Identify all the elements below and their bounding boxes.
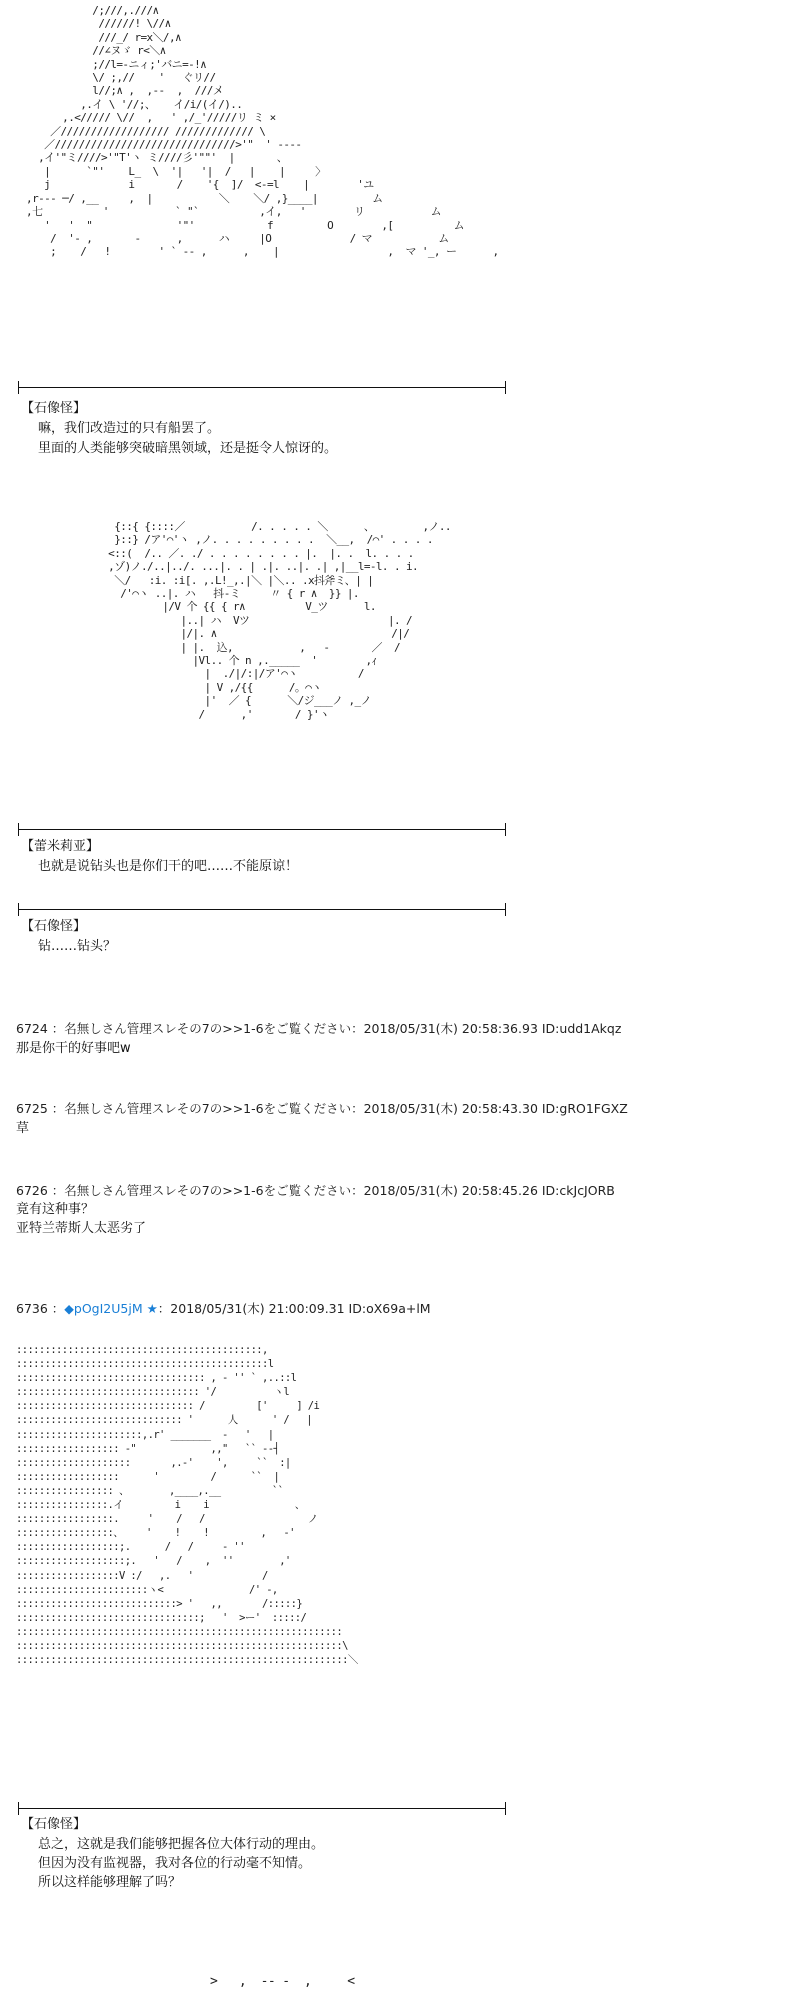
dialogue-line: 所以这样能够理解了吗？ (38, 1875, 182, 1890)
dialogue-line: 嘛，我们改造过的只有船罢了。 (38, 421, 221, 436)
speaker-name: 【石像怪】 (21, 1817, 87, 1832)
dialogue-separator (18, 829, 506, 830)
speaker-name: 【蕾米莉亚】 (21, 839, 100, 854)
ascii-art-gargoyle-silhouette: :::::::::::::::::::::::::::::::::::::::::::, ::::::::::::::::::::::::::::::::::::::::::::l ::::::::::::::::::::::::::::::::: , - '' ` ,..::l :::::::::::::::::::::::::::::::: '/ ヽl ::::::::::::::::::::::::::::::: / [' ] /i ::::::::::::::::::::::::::::: ' 人 ' / | ::::::::::::::::::::::,.r' _______ - ' | :::::::::::::::::: ‐" ,," `` ‐‐┤ :::::::::::::::::::: ,.-' ', `` :| :::::::::::::::::: ' / `` | ::::::::::::::::: 、 ,____,.__ `` ::::::::::::::::.イ i i 、 :::::::::::::::::. ' / / ノ :::::::::::::::::、 ' ! ! , -' ::::::::::::::::::;. / / - '' :::::::::::::::::::;. ' / , '' ,' ::::::::::::::::::V :/ ,. ' / :::::::::::::::::::::::ヽ< /' -, ::::::::::::::::::::::::::::> ' ,, /:::::} ::::::::::::::::::::::::::::::::; ' >ー' :::::/ ::::::::::::::::::::::::::::::::::::::::::::::::::::::::: :::::::::::::::::::::::::::::::::::::::::::::::::::::::::\ ::::::::::::::::::::::::::::::::::::::::::::::::::::::::::＼ (16, 1344, 358, 1667)
dialogue-separator (18, 387, 506, 388)
dialogue-separator (18, 909, 506, 910)
post-body-line: 亚特兰蒂斯人太恶劣了 (16, 1221, 147, 1236)
post-meta: ：2018/05/31(木) 21:00:09.31 ID:oX69a+lM (157, 1301, 431, 1316)
dialogue-line: 也就是说钻头也是你们干的吧……不能原谅！ (38, 859, 299, 874)
post-body-line: 草 (16, 1121, 30, 1136)
dialogue-line: 里面的人类能够突破暗黑领域，还是挺令人惊讶的。 (38, 441, 338, 456)
dialogue-line: 总之，这就是我们能够把握各位大体行动的理由。 (38, 1837, 325, 1852)
dialogue-separator (18, 1808, 506, 1809)
post-body-line: 竟有这种事？ (16, 1202, 95, 1217)
ascii-art-remilia: {::{ {::::／ /. . . . . ＼ 、 ,ノ.. }::} /ア'⌒'ヽ ,ノ. . . . . . . . . ＼__, /⌒' . . . . <::( /.. ／. ./ . . . . . . . . |. |. . l. . . . ,ゾ)ノ./..|../. ...|. . | .|. ..|. .| ,|__l=-l. . i. ＼/ :i. :i[. ,.L!_,.|＼ |＼.. .x抖斧ミ、| | /'⌒ヽ ..|. ハ 抖-ミ 〃 { r ∧ }} |. |/V 个 {{ { r∧ V_ツ l. |..| ハ Vツ |. / |/|. ∧ /|/ | |. 込, , - ／ / |Vl.. 个 n ,._____ ' ,ｨ | ./|/:|/ア'⌒ヽ / | V ,/{{ /。⌒ヽ |' ／ { ＼/ジ___ノ ,_ノ / ,' / }'ヽ (108, 520, 451, 721)
ascii-art-fragment: > , -- - , < (210, 1974, 355, 1989)
post-header: 6725 ：名無しさん管理スレその7の>>1-6をご覧ください：2018/05/31(木) 20:58:43.30 ID:gRO1FGXZ (16, 1101, 628, 1116)
post-header: 6724 ：名無しさん管理スレその7の>>1-6をご覧ください：2018/05/31(木) 20:58:36.93 ID:udd1Akqz (16, 1021, 622, 1036)
post-header: 6726 ：名無しさん管理スレその7の>>1-6をご覧ください：2018/05/31(木) 20:58:45.26 ID:ckJcJORB (16, 1183, 615, 1198)
author-trip[interactable]: ◆pOgI2U5jM ★ (64, 1301, 158, 1316)
speaker-name: 【石像怪】 (21, 401, 87, 416)
dialogue-line: 但因为没有监视器，我对各位的行动毫不知情。 (38, 1856, 312, 1871)
ascii-art-stone-gargoyle: /;///,.///∧ //////! \//∧ ///_/ r=x＼/,∧ //∠ヌゞ r<＼∧ ;//l=-ニィ;'バニ=-!∧ \/ ;,// ' ぐリ// l//;∧ , ,-- , ///メ ,.イ \ '//;、 イ/i/(イ/).. ,.<///// \// , ' ,/_'/////リ ミ × ／////////////////// ///////////// \ ／//////////////////////////////>'" ' ---- ,イ'"ミ////>'"T'ヽ ミ////彡'""' | 、 | `"' L_ \ '| '| / | | 〉 j i / '{ ]/ <-=l | 'ユ ,r--- ─/ ,__ , | ＼ ＼/ ,}____| ム ,七 ' ` "` ,イ, ' リ ム ' ' " '"' f O ,[ ム / '- , - , ハ |O / マ ム ; / ! ' ` -- , , | , マ '_, ー , (26, 4, 499, 259)
post-body-line: 那是你干的好事吧w (16, 1041, 131, 1056)
dialogue-line: 钻……钻头？ (38, 939, 117, 954)
post-header-author (16, 1300, 431, 1318)
post-number: 6736 ： (16, 1301, 65, 1316)
speaker-name: 【石像怪】 (21, 919, 87, 934)
